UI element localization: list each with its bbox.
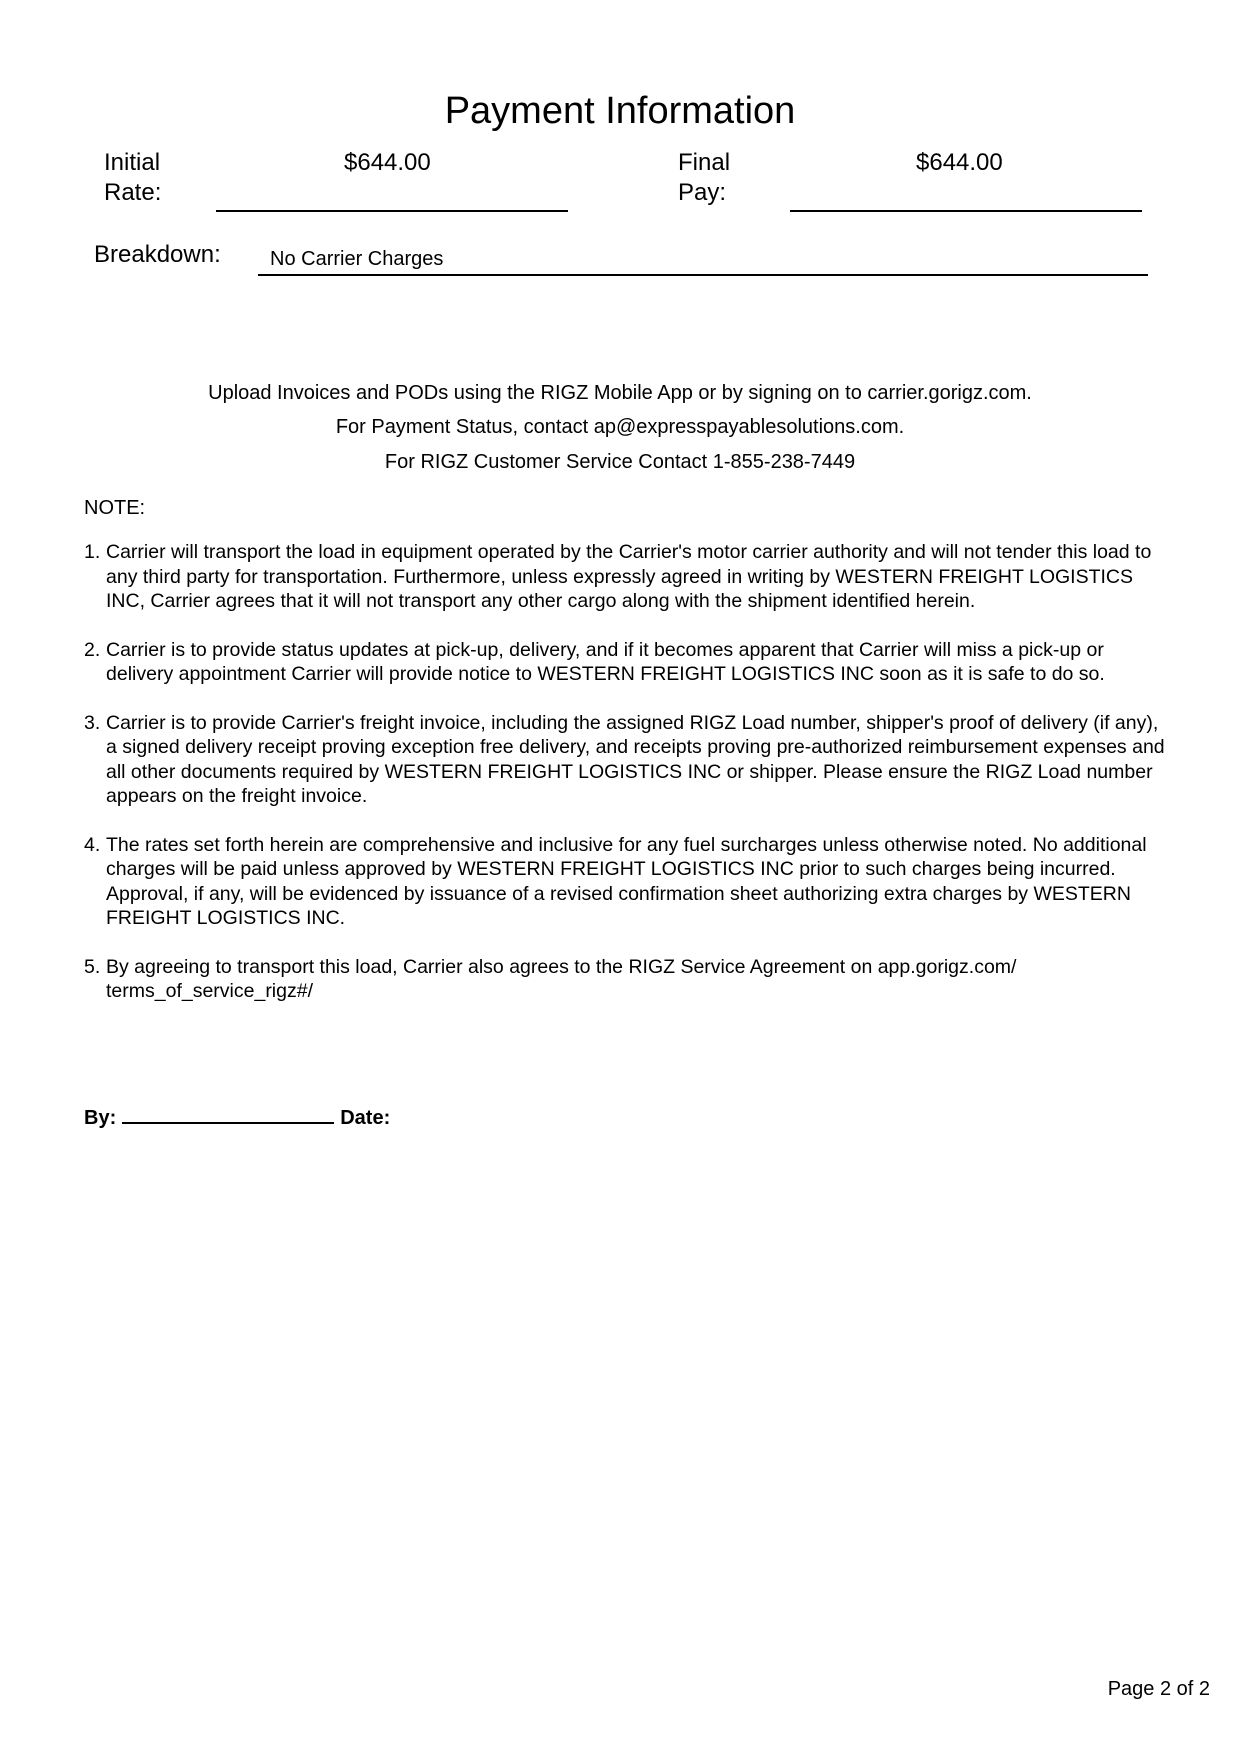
contact-upload-line: Upload Invoices and PODs using the RIGZ Mobile App or by signing on to carrier.gorigz.com. bbox=[208, 382, 1032, 404]
signature-date-label: Date: bbox=[340, 1107, 391, 1129]
signature-by-label: By: bbox=[84, 1107, 117, 1129]
note-label: NOTE: bbox=[84, 497, 146, 519]
page-number: Page 2 of 2 bbox=[1107, 1678, 1210, 1700]
terms-item-text: Carrier is to provide Carrier's freight invoice, including the assigned RIGZ Load number, shipper's proof of delivery (if any), a signed delivery receipt proving exception free delivery, and receipts proving pre-authorized reimbursement expenses and all other documents required by WESTERN FREIGHT LOGISTICS INC or shipper. Please ensure the RIGZ Load number appears on the freight invoice. bbox=[106, 711, 1165, 807]
terms-item-text: By agreeing to transport this load, Carrier also agrees to the RIGZ Service Agreement on app.gorigz.com/ terms_of_service_rigz#/ bbox=[106, 955, 1017, 1002]
final-pay-label-line2: Pay: bbox=[678, 179, 727, 206]
signature-line bbox=[84, 1104, 390, 1131]
terms-item bbox=[84, 711, 1170, 809]
breakdown-underline bbox=[258, 274, 1148, 276]
breakdown-value: No Carrier Charges bbox=[270, 248, 444, 270]
contact-customer-service-line: For RIGZ Customer Service Contact 1-855-238-7449 bbox=[384, 451, 856, 473]
terms-item bbox=[84, 540, 1170, 614]
contact-payment-status-line: For Payment Status, contact ap@expresspayablesolutions.com. bbox=[335, 416, 905, 438]
final-pay-label-line1: Final bbox=[678, 149, 731, 176]
terms-item-number: 3. bbox=[84, 711, 101, 734]
final-pay-underline bbox=[790, 210, 1142, 212]
initial-rate-label bbox=[104, 148, 161, 208]
terms-item bbox=[84, 638, 1170, 687]
terms-item-text: The rates set forth herein are comprehensive and inclusive for any fuel surcharges unless otherwise noted. No additional charges will be paid unless approved by WESTERN FREIGHT LOGISTICS INC prior to such charges being incurred. Approval, if any, will be evidenced by issuance of a revised confirmation sheet authorizing extra charges by WESTERN FREIGHT LOGISTICS INC. bbox=[106, 833, 1147, 929]
initial-rate-value: $644.00 bbox=[344, 149, 431, 176]
terms-item-number: 2. bbox=[84, 638, 101, 661]
final-pay-value: $644.00 bbox=[916, 149, 1003, 176]
terms-list bbox=[84, 540, 1170, 1028]
terms-item bbox=[84, 833, 1170, 931]
terms-item-number: 4. bbox=[84, 833, 101, 856]
final-pay-label bbox=[678, 148, 730, 208]
initial-rate-label-line1: Initial bbox=[104, 149, 161, 176]
terms-item-text: Carrier is to provide status updates at pick-up, delivery, and if it becomes apparent that Carrier will miss a pick-up or delivery appointment Carrier will provide notice to WESTERN FREIGHT LOGISTICS INC soon as it is safe to do so. bbox=[106, 638, 1105, 685]
terms-item-number: 1. bbox=[84, 541, 101, 563]
terms-item-text: Carrier will transport the load in equipment operated by the Carrier's motor carrier authority and will not tender this load to any third party for transportation. Furthermore, unless expressly agreed in writing by WESTERN FREIGHT LOGISTICS INC, Carrier agrees that it will not transport any other cargo along with the shipment identified herein. bbox=[106, 541, 1152, 612]
signature-blank[interactable] bbox=[122, 1104, 334, 1124]
terms-item bbox=[84, 955, 1170, 1004]
page-title: Payment Information bbox=[444, 90, 796, 132]
terms-item-number: 5. bbox=[84, 955, 101, 978]
initial-rate-label-line2: Rate: bbox=[104, 179, 162, 206]
breakdown-label: Breakdown: bbox=[94, 241, 221, 268]
initial-rate-underline bbox=[216, 210, 568, 212]
